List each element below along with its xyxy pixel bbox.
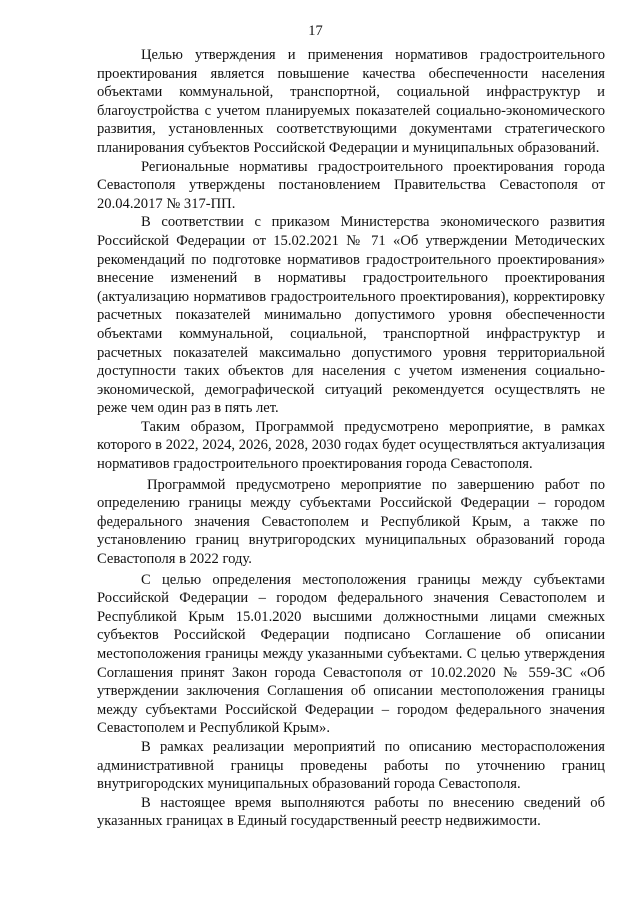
paragraph-ministry-order: В соответствии с приказом Министерства экономического развития Российской Федерации от 15.02.2021 № 71 «Об утверждении Методических рекомендаций по подготовке нормативов градостроительного проектирования» внесение изменений в нормативы градостроительного проектирования (актуализацию нормативов градостроительного проектирования), корректировку расчетных показателей минимально допустимого уровня обеспеченности объектами коммунальной, социальной, транспортной инфраструктур и расчетных показателей максимально допустимого уровня территориальной доступности таких объектов для населения с учетом изменения социально-экономической, демографической ситуаций рекомендуется осуществлять не реже чем один раз в пять лет. — [97, 214, 605, 417]
paragraph-program-measure: Таким образом, Программой предусмотрено мероприятие, в рамках которого в 2022, 2024, 2026, 2028, 2030 годах будет осуществляться актуализация нормативов градостроительного проектирования города Севастополя. — [97, 418, 605, 473]
document-body — [97, 46, 605, 831]
paragraph-admin-border: В рамках реализации мероприятий по описанию месторасположения административной границы проведены работы по уточнению границ внутригородских муниципальных образований города Севастополя. — [97, 738, 605, 793]
paragraph-border-works: Программой предусмотрено мероприятие по завершению работ по определению границы между субъектами Российской Федерации – городом федерального значения Севастополем и Республикой Крым, а также по установлению границ внутригородских муниципальных образований города Севастополя в 2022 году. — [97, 476, 605, 568]
paragraph-purpose: Целью утверждения и применения нормативов градостроительного проектирования является повышение качества обеспеченности населения объектами коммунальной, транспортной, социальной инфраструктур и благоустройства с учетом планируемых показателей социально-экономического развития, установленных соответствующими документами стратегического планирования субъектов Российской Федерации и муниципальных образований. — [97, 47, 605, 156]
paragraph-border-agreement: С целью определения местоположения границы между субъектами Российской Федерации – городом федерального значения Севастополем и Республикой Крым 15.01.2020 высшими должностными лицами смежных субъектов Российской Федерации подписано Соглашение об описании местоположения границы между указанными субъектами. С целью утверждения Соглашения принят Закон города Севастополя от 10.02.2020 № 559-ЗС «Об утверждении заключения Соглашения об описании местоположения границы между субъектами Российской Федерации – городом федерального значения Севастополем и Республикой Крым». — [97, 571, 605, 737]
paragraph-registry: В настоящее время выполняются работы по внесению сведений об указанных границах в Единый государственный реестр недвижимости. — [97, 794, 605, 830]
paragraph-regional-norms: Региональные нормативы градостроительного проектирования города Севастополя утверждены постановлением Правительства Севастополя от 20.04.2017 № 317-ПП. — [97, 158, 605, 212]
page-number: 17 — [308, 23, 323, 39]
